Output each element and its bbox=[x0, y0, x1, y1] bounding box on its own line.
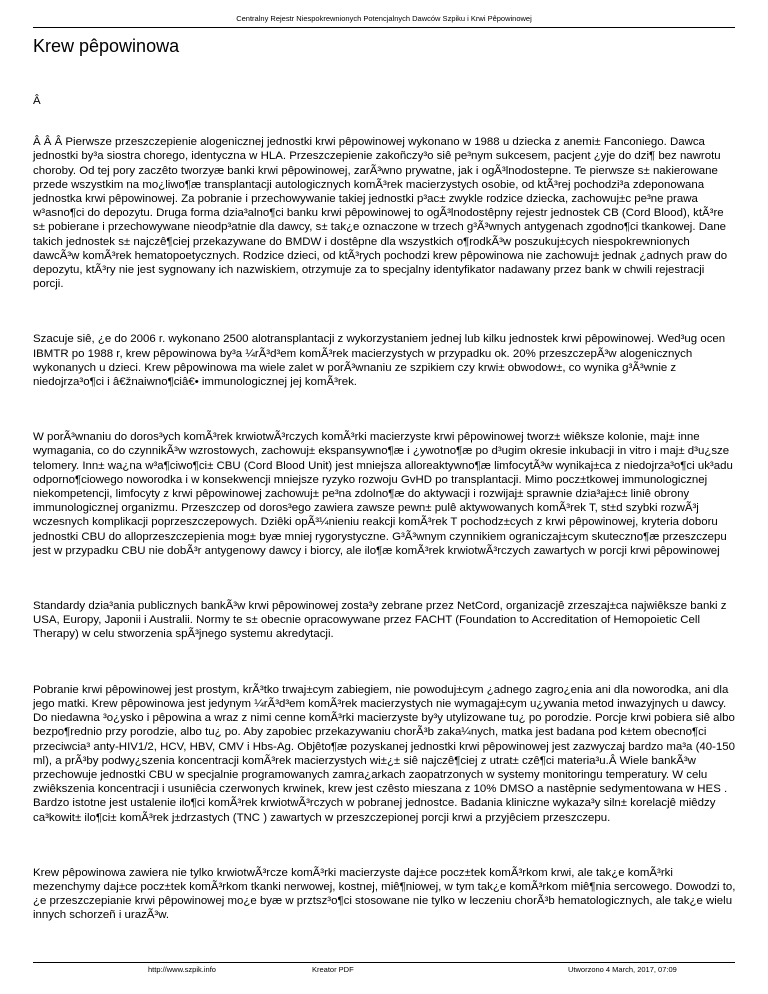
paragraph: Â Â Â Pierwsze przeszczepienie alogenicznej jednostki krwi pêpowinowej wykonano w 1988 u dziecka z anemi± Fanconiego. Dawca jednostki by³a siostra chorego, identyczna w HLA. Przeszczepienie zakoñczy³o siê pe³nym sukcesem, pacjent ¿yje do dzi¶ bez nawrotu choroby. Od tej pory zaczêto tworzyæ banki krwi pêpowinowej, zarÃ³wno prywatne, jak i ogÃ³lnodostepne. Te pierwsze s± nakierowane przede wszystkim na mo¿liwo¶æ transplantacji autologicznych komÃ³rek macierzystych osobie, od ktÃ³rej pochodzi³a zdeponowana jednostka krwi pêpowinowej. Za pobranie i przechowywanie takiej jednostki p³ac± zwykle rodzice dziecka, zachowuj±c pe³ne prawa w³asno¶ci do depozytu. Druga forma dzia³alno¶ci banku krwi pêpowinowej to ogÃ³lnodostêpny rejestr jednostek CB (Cord Blood), ktÃ³re s± pobierane i przechowywane nieodp³atnie dla dawcy, s± tak¿e oznaczone w trzech g³Ã³wnych antygenach zgodno¶ci tkankowej. Dane takich jednostek s± najczê¶ciej przekazywane do BMDW i dostêpne dla wszystkich o¶rodkÃ³w poszukuj±cych niespokrewnionych dawcÃ³w komÃ³rek hematopoetycznych. Rodzice dzieci, od ktÃ³rych pochodzi krew pêpowinowa nie zachowuj± jednak ¿adnych praw do depozytu, ktÃ³ry nie jest sygnowany ich nazwiskiem, otrzymuje za to specjalny identyfikator nadawany przez bank w chwili rejestracji porcji. bbox=[33, 136, 728, 291]
page-title: Krew pêpowinowa bbox=[33, 36, 180, 56]
paragraph: Standardy dzia³ania publicznych bankÃ³w krwi pêpowinowej zosta³y zebrane przez NetCord, organizacjê zrzeszaj±ca najwiêksze banki z USA, Europy, Japonii i Australii. Normy te s± obecnie opracowywane przez FACHT (Foundation to Accreditation of Hemopoietic Cell Therapy) w celu stworzenia spÃ³jnego systemu akredytacji. bbox=[33, 600, 727, 641]
paragraph: Szacuje siê, ¿e do 2006 r. wykonano 2500 alotransplantacji z wykorzystaniem jednej lub kilku jednostek krwi pêpowinowej. Wed³ug ocen IBMTR po 1988 r, krew pêpowinowa by³a ¼rÃ³d³em komÃ³rek macierzystych w przypadku ok. 20% przeszczepÃ³w alogenicznych wykonanych u dzieci. Krew pêpowinowa ma wiele zalet w porÃ³wnaniu ze szpikiem czy krwi± obwodow±, co wynika g³Ã³wnie z niedojrza³o¶ci i â€žnaiwno¶ciâ€• immunologicznej jej komÃ³rek. bbox=[33, 333, 726, 389]
header-divider bbox=[33, 27, 735, 28]
paragraph: Pobranie krwi pêpowinowej jest prostym, krÃ³tko trwaj±cym zabiegiem, nie powoduj±cym ¿adnego zagro¿enia ani dla noworodka, ani dla jego matki. Krew pêpowinowa jest jedynym ¼rÃ³d³em komÃ³rek macierzystych nie wymagaj±cym u¿ywania metod inwazyjnych u dawcy. Do niedawna ³o¿ysko i pêpowina a wraz z nimi cenne komÃ³rki macierzyste by³y utylizowane tu¿ po porodzie. Porcje krwi pobiera siê albo bezpo¶rednio przy porodzie, albo tu¿ po. Aby zapobiec przekazywaniu chorÃ³b zaka¼nych, matka jest badana pod k±tem obecno¶ci przeciwcia³ anty-HIV1/2, HCV, HBV, CMV i Hbs-Ag. Objêto¶æ pozyskanej jednostki krwi pêpowinowej jest zazwyczaj bardzo ma³a (40-150 ml), a prÃ³by podwy¿szenia koncentracji komÃ³rek macierzystych wi±¿± siê najczê¶ciej z utrat± czê¶ci materia³u.Â Wiele bankÃ³w przechowuje jednostki CBU w specjalnie programowanych zamra¿arkach zaopatrzonych w systemy monitoringu temperatury. W celu zwiêkszenia koncentracji i usuniêcia czerwonych krwinek, krew jest czêsto mieszana z 10% DMSO a nastêpnie sedymentowana w HES . Bardzo istotne jest ustalenie ilo¶ci komÃ³rek krwiotwÃ³rczych w pobranej jednostce. Badania kliniczne wykaza³y siln± korelacjê miêdzy ca³kowit± ilo¶ci± komÃ³rek j±drzastych (TNC ) zawartych w przeszczepionej porcji krwi a przyjêciem przeszczepu. bbox=[33, 683, 736, 824]
paragraph: Krew pêpowinowa zawiera nie tylko krwiotwÃ³rcze komÃ³rki macierzyste daj±ce pocz±tek komÃ³rkom krwi, ale tak¿e komÃ³rki mezenchymy daj±ce pocz±tek komÃ³rkom tkanki nerwowej, kostnej, miê¶niowej, w tym tak¿e komÃ³rkom miê¶nia sercowego. Dowodzi to, ¿e przeszczepianie krwi pêpowinowej mo¿e byæ w prztsz³o¶ci stosowane nie tylko w leczeniu chorÃ³b hematologicznych, ale tak¿e wielu innych schorzeñ i urazÃ³w. bbox=[33, 866, 736, 922]
footer-divider bbox=[33, 962, 735, 963]
article-body bbox=[33, 94, 737, 923]
paragraph: W porÃ³wnaniu do doros³ych komÃ³rek krwiotwÃ³rczych komÃ³rki macierzyste krwi pêpowinowej tworz± wiêksze kolonie, maj± inne wymagania, co do czynnikÃ³w wzrostowych, zachowuj± ekspansywno¶æ i ¿ywotno¶æ po d³ugim okresie inkubacji in vitro i maj± d³u¿sze telomery. Inn± wa¿na w³a¶ciwo¶ci± CBU (Cord Blood Unit) jest mniejsza alloreaktywno¶æ limfocytÃ³w wynikaj±ca z niedojrza³o¶ci uk³adu odporno¶ciowego noworodka i w konsekwencji mniejsze ryzyko rozwoju GvHD po transplantacji. Mimo pocz±tkowej immunologicznej niekompetencji, limfocyty z krwi pêpowinowej zachowuj± pe³na zdolno¶æ do aktywacji i rozwijaj± sprawnie dzia³aj±c± liniê obrony immunologicznej organizmu. Przeszczep od doros³ego zawiera zawsze pewn± pulê aktywowanych komÃ³rek T, st±d szybki rozwÃ³j wczesnych komplikacji poprzeszczepowych. Dziêki opÃ³¼nieniu reakcji komÃ³rek T pochodz±cych z krwi pêpowinowej, kryteria doboru jednostki CBU do alloprzeszczepienia mog± byæ mniej rygorystyczne. G³Ã³wnym czynnikiem ograniczaj±cym skuteczno¶æ przeszczepu jest w przypadku CBU nie dobÃ³r antygenowy dawcy i biorcy, ale ilo¶æ komÃ³rek krwiotwÃ³rczych zawartych w porcji krwi pêpowinowej bbox=[33, 431, 733, 557]
page-header: Centralny Rejestr Niespokrewnionych Potencjalnych Dawców Szpiku i Krwi Pêpowinowej bbox=[236, 14, 532, 23]
footer-created-date: Utworzono 4 March, 2017, 07:09 bbox=[568, 965, 677, 974]
footer-url[interactable]: http://www.szpik.info bbox=[148, 965, 216, 974]
paragraph: Â bbox=[33, 95, 41, 107]
footer-generator: Kreator PDF bbox=[312, 965, 354, 974]
